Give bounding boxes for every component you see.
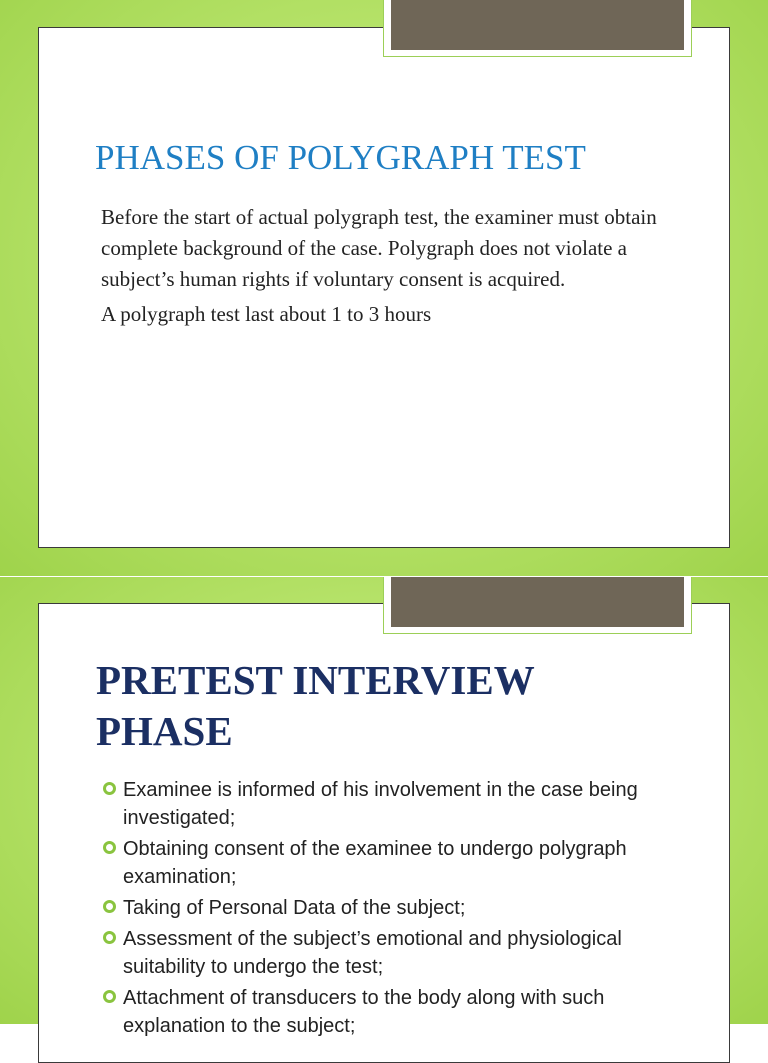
slide-header-tab [383, 0, 692, 57]
list-item-text: Attachment of transducers to the body along with such explanation to the subject; [123, 987, 605, 1037]
ring-bullet-icon [103, 990, 116, 1003]
slide-1-paragraph: Before the start of actual polygraph test, the examiner must obtain complete background of the case. Polygraph does not violate a subject’s human rights if voluntary consent is acquired. [101, 205, 657, 291]
slide-2-title [96, 655, 535, 757]
list-item-text: Assessment of the subject’s emotional and physiological suitability to undergo the test; [123, 928, 622, 978]
list-item [103, 835, 663, 891]
list-item [103, 894, 663, 922]
list-item-text: Obtaining consent of the examinee to undergo polygraph examination; [123, 838, 627, 888]
slide-header-tab [383, 577, 692, 634]
slide-header-tab-fill [391, 577, 684, 627]
slide-1-body [101, 202, 661, 330]
slide-2-bullet-list [103, 776, 663, 1043]
slide-2-title-line: PRETEST INTERVIEW [96, 657, 535, 703]
list-item-text: Examinee is informed of his involvement in the case being investigated; [123, 779, 638, 829]
slide-1-paragraph: A polygraph test last about 1 to 3 hours [101, 302, 432, 326]
list-item [103, 776, 663, 832]
list-item [103, 984, 663, 1040]
ring-bullet-icon [103, 931, 116, 944]
list-item-text: Taking of Personal Data of the subject; [123, 897, 466, 919]
slide-header-tab-fill [391, 0, 684, 50]
slide-2-title-line: PHASE [96, 708, 233, 754]
slide-1-title: PHASES OF POLYGRAPH TEST [95, 138, 586, 177]
ring-bullet-icon [103, 900, 116, 913]
ring-bullet-icon [103, 782, 116, 795]
list-item [103, 925, 663, 981]
ring-bullet-icon [103, 841, 116, 854]
